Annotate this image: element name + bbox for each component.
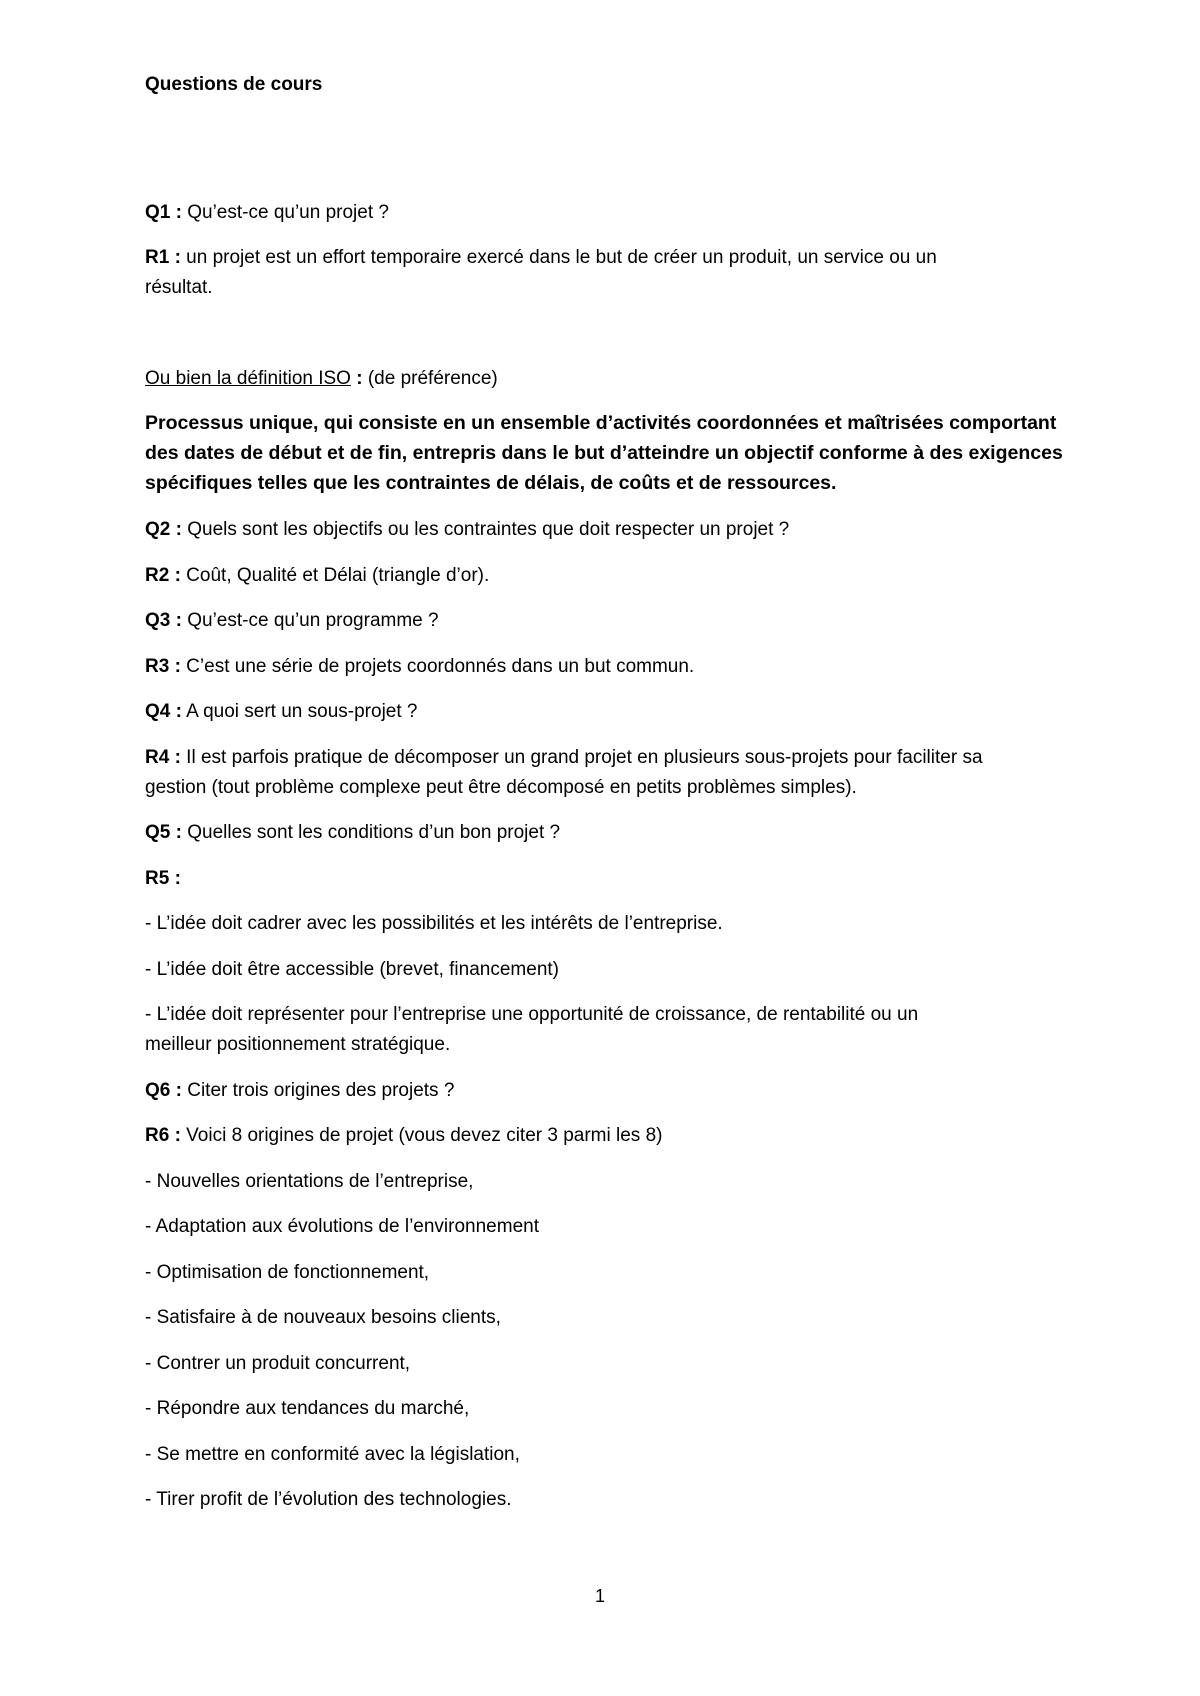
answer-text: Voici 8 origines de projet (vous devez citer 3 parmi les 8) <box>180 1125 663 1146</box>
origin-item: - Optimisation de fonctionnement, <box>145 1262 430 1283</box>
question-1 <box>145 198 389 228</box>
answer-text: un projet est un effort temporaire exercé dans le but de créer un produit, un service ou un <box>180 247 937 268</box>
answer-4-line-1 <box>145 743 983 773</box>
origin-item: - Contrer un produit concurrent, <box>145 1353 411 1374</box>
question-label: Q4 : <box>145 701 182 722</box>
question-text: Quels sont les objectifs ou les contraintes que doit respecter un projet ? <box>181 519 790 540</box>
question-3 <box>145 606 439 636</box>
answer-6 <box>145 1121 662 1151</box>
answer-5-item-1: - L’idée doit cadrer avec les possibilités et les intérêts de l’entreprise. <box>145 913 723 934</box>
question-5 <box>145 818 560 848</box>
answer-label: R1 : <box>145 247 181 268</box>
origin-item: - Se mettre en conformité avec la législation, <box>145 1444 520 1465</box>
answer-5-item-3-line-2: meilleur positionnement stratégique. <box>145 1034 451 1055</box>
answer-1-line-2: résultat. <box>145 277 213 298</box>
iso-definition-line-2: des dates de début et de fin, entrepris dans le but d’atteindre un objectif conforme à des exigences <box>145 442 1063 464</box>
answer-label: R2 : <box>145 565 181 586</box>
question-text: Qu’est-ce qu’un programme ? <box>181 610 439 631</box>
origin-item: - Répondre aux tendances du marché, <box>145 1398 470 1419</box>
iso-definition-line-3: spécifiques telles que les contraintes de délais, de coûts et de ressources. <box>145 472 837 494</box>
page-number: 1 <box>594 1586 605 1606</box>
question-text: Citer trois origines des projets ? <box>181 1080 455 1101</box>
answer-5-label: R5 : <box>145 868 181 889</box>
question-text: Quelles sont les conditions d’un bon projet ? <box>181 822 561 843</box>
answer-label: R4 : <box>145 747 181 768</box>
question-label: Q3 : <box>145 610 182 631</box>
question-label: Q1 : <box>145 202 182 223</box>
answer-text: Coût, Qualité et Délai (triangle d’or). <box>180 565 490 586</box>
origin-item: - Tirer profit de l’évolution des technologies. <box>145 1489 512 1510</box>
question-6 <box>145 1076 454 1106</box>
question-2 <box>145 515 789 545</box>
iso-definition-heading <box>145 364 498 394</box>
iso-note: (de préférence) <box>362 368 498 389</box>
iso-definition-label: Ou bien la définition ISO <box>145 368 351 389</box>
page-title: Questions de cours <box>145 74 323 95</box>
answer-5-item-3-line-1: - L’idée doit représenter pour l’entreprise une opportunité de croissance, de rentabilité ou un <box>145 1004 919 1025</box>
question-4 <box>145 697 418 727</box>
answer-text: Il est parfois pratique de décomposer un grand projet en plusieurs sous-projets pour faciliter sa <box>180 747 983 768</box>
question-text: A quoi sert un sous-projet ? <box>181 701 418 722</box>
answer-text: C’est une série de projets coordonnés dans un but commun. <box>180 656 695 677</box>
answer-3 <box>145 652 694 682</box>
question-text: Qu’est-ce qu’un projet ? <box>181 202 389 223</box>
answer-1-line-1 <box>145 243 937 273</box>
answer-label: R3 : <box>145 656 181 677</box>
origin-item: - Satisfaire à de nouveaux besoins clients, <box>145 1307 501 1328</box>
question-label: Q6 : <box>145 1080 182 1101</box>
origin-item: - Nouvelles orientations de l’entreprise, <box>145 1171 474 1192</box>
answer-4-line-2: gestion (tout problème complexe peut être décomposé en petits problèmes simples). <box>145 777 857 798</box>
iso-colon: : <box>350 368 363 389</box>
answer-2 <box>145 561 489 591</box>
question-label: Q5 : <box>145 822 182 843</box>
answer-label: R6 : <box>145 1125 181 1146</box>
answer-5-item-2: - L’idée doit être accessible (brevet, financement) <box>145 959 559 980</box>
origin-item: - Adaptation aux évolutions de l’environnement <box>145 1216 539 1237</box>
question-label: Q2 : <box>145 519 182 540</box>
iso-definition-line-1: Processus unique, qui consiste en un ensemble d’activités coordonnées et maîtrisées comportant <box>145 412 1057 434</box>
